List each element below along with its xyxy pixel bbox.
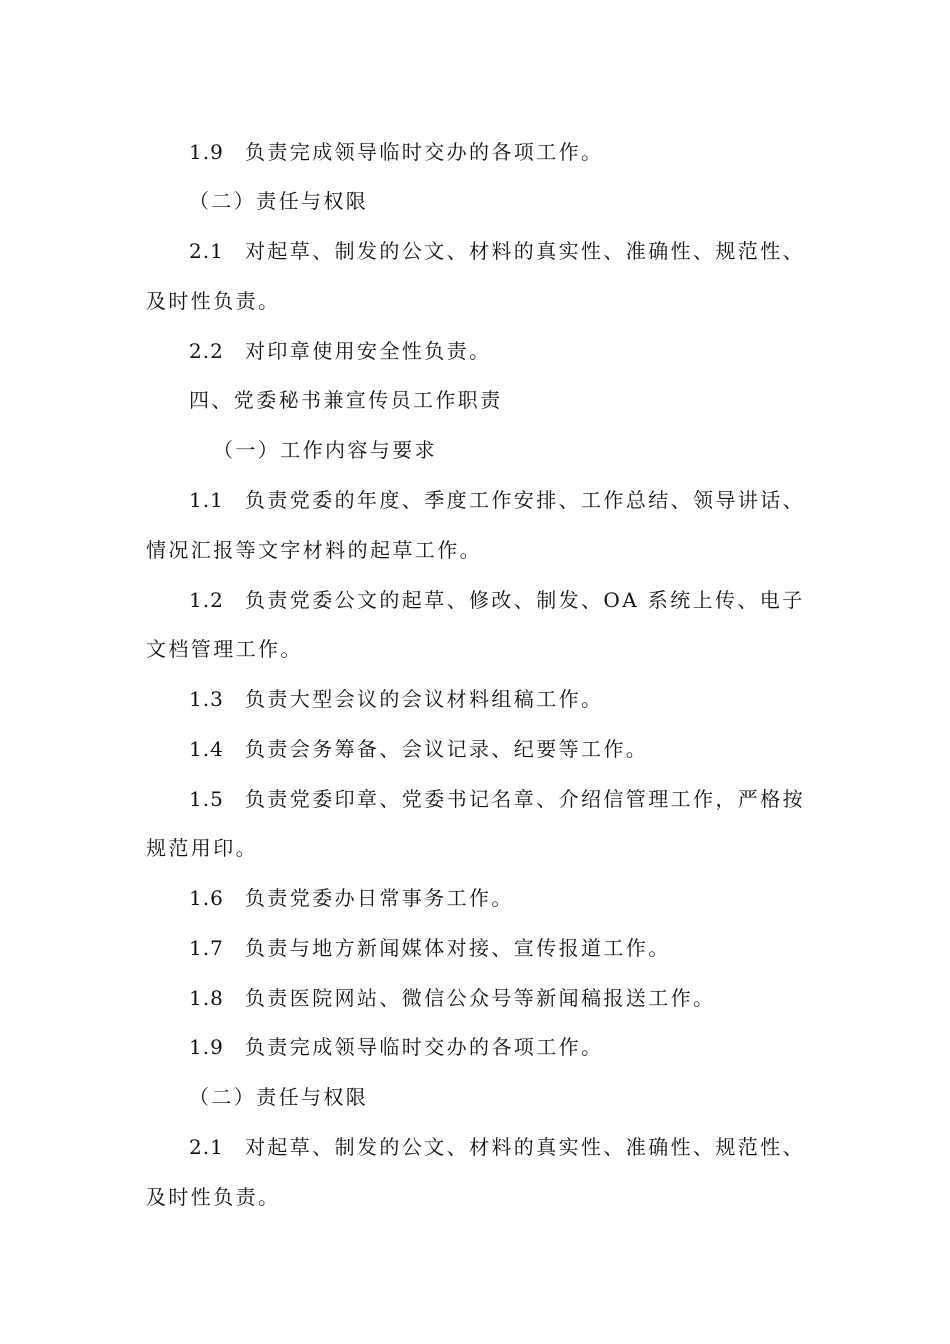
paragraph-1-5: [189, 784, 859, 814]
paragraph-1-1: [189, 485, 859, 515]
item-number: 1.4: [189, 737, 224, 761]
item-text: 文档管理工作。: [146, 637, 303, 661]
item-number: 1.9: [189, 1035, 224, 1059]
item-text: 负责党委办日常事务工作。: [245, 886, 514, 910]
item-text: 负责会务筹备、会议记录、纪要等工作。: [245, 737, 649, 761]
paragraph-continuation: [146, 1182, 816, 1212]
item-number: 1.9: [189, 140, 224, 164]
item-number: 1.7: [189, 936, 224, 960]
item-text: 规范用印。: [146, 836, 258, 860]
item-number: 1.6: [189, 886, 224, 910]
item-text: 负责完成领导临时交办的各项工作。: [245, 1035, 604, 1059]
paragraph-1-4: [189, 734, 859, 764]
item-text: 对印章使用安全性负责。: [245, 339, 492, 363]
paragraph-2-2: [189, 336, 859, 366]
item-number: 1.8: [189, 986, 224, 1010]
subsection-heading: [213, 435, 883, 465]
paragraph-1-6: [189, 883, 859, 913]
item-text: 及时性负责。: [146, 289, 281, 313]
heading-text: 四、党委秘书兼宣传员工作职责: [189, 388, 503, 412]
paragraph-1-9: [189, 1032, 859, 1062]
paragraph-continuation: [146, 634, 816, 664]
item-number: 2.1: [189, 239, 224, 263]
paragraph-1-2: [189, 585, 859, 615]
heading-text: （二）责任与权限: [189, 189, 369, 213]
item-text: 负责党委的年度、季度工作安排、工作总结、领导讲话、: [245, 488, 805, 512]
item-text: 负责大型会议的会议材料组稿工作。: [245, 687, 604, 711]
paragraph-2-1: [189, 236, 859, 266]
paragraph-continuation: [146, 535, 816, 565]
item-number: 1.5: [189, 787, 224, 811]
item-text: 负责医院网站、微信公众号等新闻稿报送工作。: [245, 986, 716, 1010]
item-text: 负责完成领导临时交办的各项工作。: [245, 140, 604, 164]
item-number: 2.1: [189, 1135, 224, 1159]
item-text: 负责与地方新闻媒体对接、宣传报道工作。: [245, 936, 671, 960]
subsection-heading: [189, 186, 859, 216]
section-heading: [189, 385, 859, 415]
paragraph-1-8: [189, 983, 859, 1013]
item-text: 情况汇报等文字材料的起草工作。: [146, 538, 482, 562]
item-text: 及时性负责。: [146, 1185, 281, 1209]
paragraph-1-3: [189, 684, 859, 714]
paragraph-1-9: [189, 137, 859, 167]
item-number: 1.2: [189, 588, 224, 612]
paragraph-1-7: [189, 933, 859, 963]
paragraph-continuation: [146, 833, 816, 863]
heading-text: （二）责任与权限: [189, 1085, 369, 1109]
paragraph-2-1: [189, 1132, 859, 1162]
item-text: 负责党委公文的起草、修改、制发、OA 系统上传、电子: [245, 588, 805, 612]
item-text: 对起草、制发的公文、材料的真实性、准确性、规范性、: [245, 239, 805, 263]
heading-text: （一）工作内容与要求: [213, 438, 437, 462]
item-text: 负责党委印章、党委书记名章、介绍信管理工作，严格按: [245, 787, 805, 811]
item-number: 2.2: [189, 339, 224, 363]
item-text: 对起草、制发的公文、材料的真实性、准确性、规范性、: [245, 1135, 805, 1159]
item-number: 1.1: [189, 488, 224, 512]
subsection-heading: [189, 1082, 859, 1112]
paragraph-continuation: [146, 286, 816, 316]
item-number: 1.3: [189, 687, 224, 711]
